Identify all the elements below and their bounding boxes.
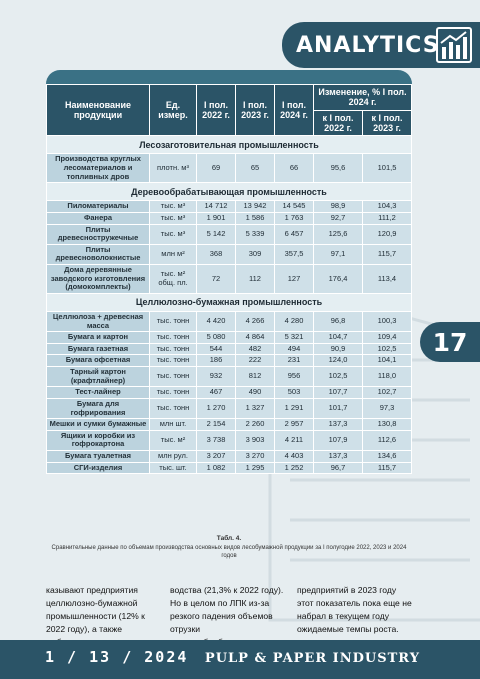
unit-cell: млн шт.	[150, 419, 197, 431]
col-header-2023: I пол. 2023 г.	[236, 85, 275, 136]
section-row	[47, 293, 412, 311]
value-cell: 357,5	[275, 244, 314, 264]
section-title: Лесозаготовительная промышленность	[47, 136, 412, 154]
value-cell: 100,3	[363, 311, 412, 331]
unit-cell: тыс. м³	[150, 201, 197, 213]
value-cell: 3 903	[236, 430, 275, 450]
value-cell: 1 252	[275, 462, 314, 474]
unit-cell: тыс. тонн	[150, 367, 197, 387]
value-cell: 104,7	[314, 332, 363, 344]
value-cell: 104,1	[363, 355, 412, 367]
value-cell: 111,2	[363, 212, 412, 224]
unit-cell: тыс. тонн	[150, 343, 197, 355]
caption-text: Сравнительные данные по объемам производства основных видов лесобумажной продукции за I полугодие 2022, 2023 и 2024 годов	[51, 544, 407, 559]
value-cell: 107,9	[314, 430, 363, 450]
table-row	[47, 343, 412, 355]
unit-cell: тыс. тонн	[150, 332, 197, 344]
value-cell: 97,3	[363, 398, 412, 418]
issue-number: 1 / 13 / 2024	[45, 648, 189, 666]
value-cell: 137,3	[314, 419, 363, 431]
product-name: Бумага офсетная	[47, 355, 150, 367]
table-row	[47, 451, 412, 463]
table-row	[47, 462, 412, 474]
value-cell: 65	[236, 154, 275, 183]
value-cell: 1 082	[197, 462, 236, 474]
value-cell: 3 738	[197, 430, 236, 450]
value-cell: 115,7	[363, 462, 412, 474]
value-cell: 1 327	[236, 398, 275, 418]
value-cell: 186	[197, 355, 236, 367]
unit-cell: млн рул.	[150, 451, 197, 463]
value-cell: 309	[236, 244, 275, 264]
product-name: Бумага для гофрирования	[47, 398, 150, 418]
value-cell: 467	[197, 387, 236, 399]
table-row	[47, 387, 412, 399]
value-cell: 13 942	[236, 201, 275, 213]
value-cell: 4 266	[236, 311, 275, 331]
value-cell: 102,5	[314, 367, 363, 387]
value-cell: 107,7	[314, 387, 363, 399]
value-cell: 2 154	[197, 419, 236, 431]
value-cell: 5 142	[197, 224, 236, 244]
value-cell: 96,7	[314, 462, 363, 474]
value-cell: 92,7	[314, 212, 363, 224]
product-name: Фанера	[47, 212, 150, 224]
value-cell: 5 321	[275, 332, 314, 344]
table-row	[47, 224, 412, 244]
value-cell: 125,6	[314, 224, 363, 244]
product-name: СГИ-изделия	[47, 462, 150, 474]
value-cell: 2 957	[275, 419, 314, 431]
value-cell: 4 280	[275, 311, 314, 331]
value-cell: 231	[275, 355, 314, 367]
value-cell: 490	[236, 387, 275, 399]
value-cell: 494	[275, 343, 314, 355]
col-header-2024: I пол. 2024 г.	[275, 85, 314, 136]
value-cell: 115,7	[363, 244, 412, 264]
product-name: Ящики и коробки из гофрокартона	[47, 430, 150, 450]
section-title: Целлюлозно-бумажная промышленность	[47, 293, 412, 311]
unit-cell: тыс. м³	[150, 224, 197, 244]
production-table	[46, 84, 412, 474]
col-header-vs2022: к I пол. 2022 г.	[314, 110, 363, 136]
table-row	[47, 367, 412, 387]
value-cell: 5 339	[236, 224, 275, 244]
unit-cell: тыс. тонн	[150, 355, 197, 367]
product-name: Пиломатериалы	[47, 201, 150, 213]
value-cell: 130,8	[363, 419, 412, 431]
table-row	[47, 265, 412, 294]
body-column-2: водства (21,3% к 2022 году). Но в целом по ЛПК из-за резкого падения объемов отрузки	[170, 585, 284, 634]
value-cell: 4 403	[275, 451, 314, 463]
unit-cell: млн м²	[150, 244, 197, 264]
value-cell: 6 457	[275, 224, 314, 244]
product-name: Плиты древесноволокнистые	[47, 244, 150, 264]
value-cell: 137,3	[314, 451, 363, 463]
value-cell: 2 260	[236, 419, 275, 431]
col-header-change: Изменение, % I пол. 2024 г.	[314, 85, 412, 111]
body-column-3: предприятий в 2023 году этот показатель пока еще не набрал в текущем году ожидаемые темпы роста.	[297, 585, 412, 634]
unit-cell: тыс. м²	[150, 430, 197, 450]
magazine-title: PULP & PAPER INDUSTRY	[204, 651, 420, 666]
value-cell: 90,9	[314, 343, 363, 355]
unit-cell: плотн. м³	[150, 154, 197, 183]
caption-title: Табл. 4.	[216, 535, 242, 542]
top-header	[0, 0, 480, 70]
table-row	[47, 430, 412, 450]
value-cell: 3 270	[236, 451, 275, 463]
value-cell: 72	[197, 265, 236, 294]
product-name: Производства круглых лесоматериалов и топливных дров	[47, 154, 150, 183]
table-row	[47, 355, 412, 367]
unit-cell: тыс. тонн	[150, 387, 197, 399]
value-cell: 4 864	[236, 332, 275, 344]
unit-cell: тыс. тонн	[150, 398, 197, 418]
unit-cell: тыс. тонн	[150, 311, 197, 331]
table-row	[47, 311, 412, 331]
section-row	[47, 183, 412, 201]
value-cell: 956	[275, 367, 314, 387]
value-cell: 101,5	[363, 154, 412, 183]
product-name: Дома деревянные заводского изготовления (домокомплекты)	[47, 265, 150, 294]
product-name: Мешки и сумки бумажные	[47, 419, 150, 431]
value-cell: 97,1	[314, 244, 363, 264]
value-cell: 1 763	[275, 212, 314, 224]
section-banner	[282, 22, 480, 68]
value-cell: 102,7	[363, 387, 412, 399]
product-name: Тарный картон (крафтлайнер)	[47, 367, 150, 387]
value-cell: 1 901	[197, 212, 236, 224]
product-name: Бумага газетная	[47, 343, 150, 355]
product-name: Плиты древесностружечные	[47, 224, 150, 244]
value-cell: 368	[197, 244, 236, 264]
table-row	[47, 154, 412, 183]
value-cell: 113,4	[363, 265, 412, 294]
page-number: 17	[420, 322, 480, 362]
table-row	[47, 244, 412, 264]
value-cell: 4 420	[197, 311, 236, 331]
value-cell: 109,4	[363, 332, 412, 344]
value-cell: 69	[197, 154, 236, 183]
product-name: Бумага туалетная	[47, 451, 150, 463]
table-row	[47, 332, 412, 344]
value-cell: 96,8	[314, 311, 363, 331]
value-cell: 812	[236, 367, 275, 387]
table-row	[47, 212, 412, 224]
value-cell: 176,4	[314, 265, 363, 294]
value-cell: 120,9	[363, 224, 412, 244]
value-cell: 95,6	[314, 154, 363, 183]
table-row	[47, 419, 412, 431]
col-header-unit: Ед. измер.	[150, 85, 197, 136]
value-cell: 5 080	[197, 332, 236, 344]
value-cell: 482	[236, 343, 275, 355]
section-row	[47, 136, 412, 154]
value-cell: 112	[236, 265, 275, 294]
value-cell: 66	[275, 154, 314, 183]
value-cell: 932	[197, 367, 236, 387]
value-cell: 1 586	[236, 212, 275, 224]
value-cell: 1 270	[197, 398, 236, 418]
col-header-2022: I пол. 2022 г.	[197, 85, 236, 136]
unit-cell: тыс. м² общ. пл.	[150, 265, 197, 294]
value-cell: 14 545	[275, 201, 314, 213]
product-name: Бумага и картон	[47, 332, 150, 344]
value-cell: 98,9	[314, 201, 363, 213]
value-cell: 1 295	[236, 462, 275, 474]
value-cell: 124,0	[314, 355, 363, 367]
value-cell: 222	[236, 355, 275, 367]
product-name: Тест-лайнер	[47, 387, 150, 399]
value-cell: 102,5	[363, 343, 412, 355]
unit-cell: тыс. шт.	[150, 462, 197, 474]
value-cell: 503	[275, 387, 314, 399]
value-cell: 127	[275, 265, 314, 294]
col-header-vs2023: к I пол. 2023 г.	[363, 110, 412, 136]
col-header-name: Наименование продукции	[47, 85, 150, 136]
value-cell: 112,6	[363, 430, 412, 450]
table-caption	[46, 535, 412, 560]
body-column-1: казывают предприятия целлюлозно-бумажной промышленности (12% к 2022 году), а также	[46, 585, 145, 634]
value-cell: 3 207	[197, 451, 236, 463]
table-row	[47, 201, 412, 213]
footer	[0, 640, 480, 679]
value-cell: 134,6	[363, 451, 412, 463]
value-cell: 14 712	[197, 201, 236, 213]
value-cell: 1 291	[275, 398, 314, 418]
section-title: ANALYTICS	[296, 32, 440, 58]
value-cell: 101,7	[314, 398, 363, 418]
product-name: Целлюлоза + древесная масса	[47, 311, 150, 331]
table-row	[47, 398, 412, 418]
section-title: Деревообрабатывающая промышленность	[47, 183, 412, 201]
value-cell: 104,3	[363, 201, 412, 213]
value-cell: 4 211	[275, 430, 314, 450]
unit-cell: тыс. м³	[150, 212, 197, 224]
value-cell: 544	[197, 343, 236, 355]
value-cell: 118,0	[363, 367, 412, 387]
chart-icon	[436, 27, 472, 63]
